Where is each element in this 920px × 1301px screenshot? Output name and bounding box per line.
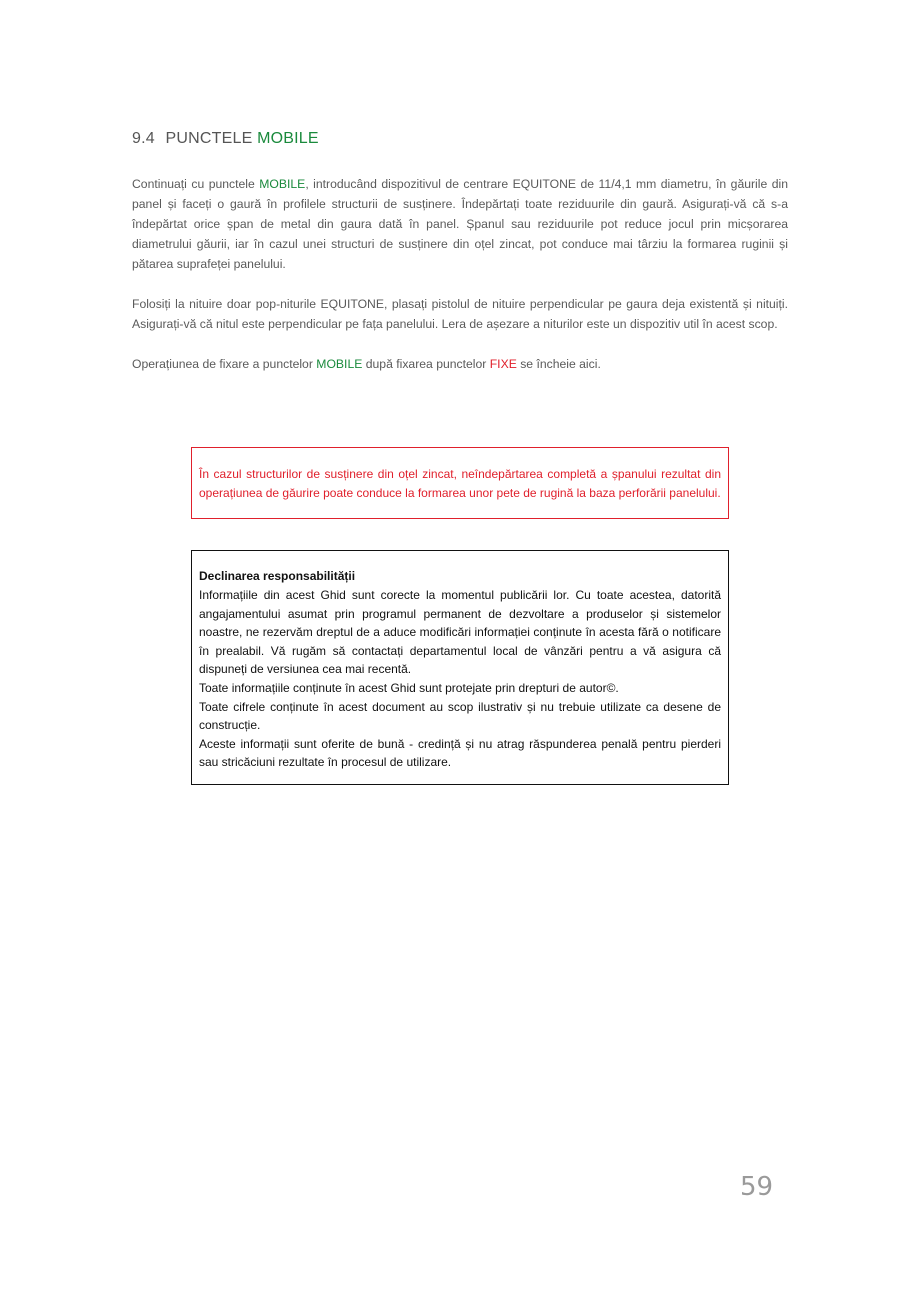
paragraph3-part1: Operațiunea de fixare a punctelor xyxy=(132,357,317,371)
warning-box xyxy=(191,447,729,519)
disclaimer-line: Informațiile din acest Ghid sunt corecte la momentul publicării lor. Cu toate acestea, datorită angajamentului asumat prin programul permanent de dezvoltare a produselor și sistemelor noastre, ne rezervăm dreptul de a aduce modificări informației conținute în acesta fără o notificare în prealabil. Vă rugăm să contactați departamentul local de vânzări pentru a vă asigura că dispuneți de versiunea cea mai recentă. xyxy=(199,588,721,677)
paragraph-centering xyxy=(132,174,788,274)
disclaimer-line: Aceste informații sunt oferite de bună - credință și nu atrag răspunderea penală pentru pierderi sau stricăciuni rezultate în procesul de utilizare. xyxy=(199,736,721,770)
paragraph-conclusion xyxy=(132,354,788,374)
paragraph-riveting: Folosiți la nituire doar pop-niturile EQUITONE, plasați pistolul de nituire perpendicular pe gaura deja existentă și nituiți. Asigurați-vă că nitul este perpendicular pe fața panelului. Lera de așezare a niturilor este un dispozitiv util în acest scop. xyxy=(132,297,788,331)
disclaimer-line: Toate informațiile conținute în acest Ghid sunt protejate prin drepturi de autor©. xyxy=(199,680,619,695)
paragraph3-mobile: MOBILE xyxy=(316,357,363,371)
paragraph3-fixe: FIXE xyxy=(489,357,517,371)
paragraph3-part2: după fixarea punctelor xyxy=(362,357,490,371)
paragraph1-part1: Continuați cu punctele xyxy=(132,177,260,191)
section-number: 9.4 xyxy=(132,130,155,147)
disclaimer-box xyxy=(191,550,729,785)
paragraph3-part3: se încheie aici. xyxy=(516,357,601,371)
disclaimer-title: Declinarea responsabilității xyxy=(199,569,356,583)
page-number: 59 xyxy=(740,1172,774,1202)
paragraph1-part2: , introducând dispozitivul de centrare EQUITONE de 11/4,1 mm diametru, în găurile din panel și faceți o gaură în profilele structurii de susținere. Îndepărtați toate reziduurile din gaură. Asigurați-vă că s-a îndepărtat orice șpan de metal din gaura dată în panel. Șpanul sau reziduurile pot reduce jocul prin micșorarea diametrului găurii, iar în cazul unei structuri de susținere din oțel zincat, pot conduce mai târziu la formarea ruginii și pătarea suprafeței panelului. xyxy=(132,177,788,271)
paragraph1-highlight: MOBILE xyxy=(259,177,306,191)
section-title-highlight: MOBILE xyxy=(257,130,319,147)
section-title-prefix: PUNCTELE xyxy=(165,130,253,147)
disclaimer-line: Toate cifrele conținute în acest document au scop ilustrativ și nu trebuie utilizate ca desene de construcție. xyxy=(199,699,721,733)
section-heading xyxy=(132,130,792,148)
warning-text: În cazul structurilor de susținere din oțel zincat, neîndepărtarea completă a șpanului rezultat din operațiunea de găurire poate conduce la formarea unor pete de rugină la baza perforării panelului. xyxy=(199,467,721,500)
